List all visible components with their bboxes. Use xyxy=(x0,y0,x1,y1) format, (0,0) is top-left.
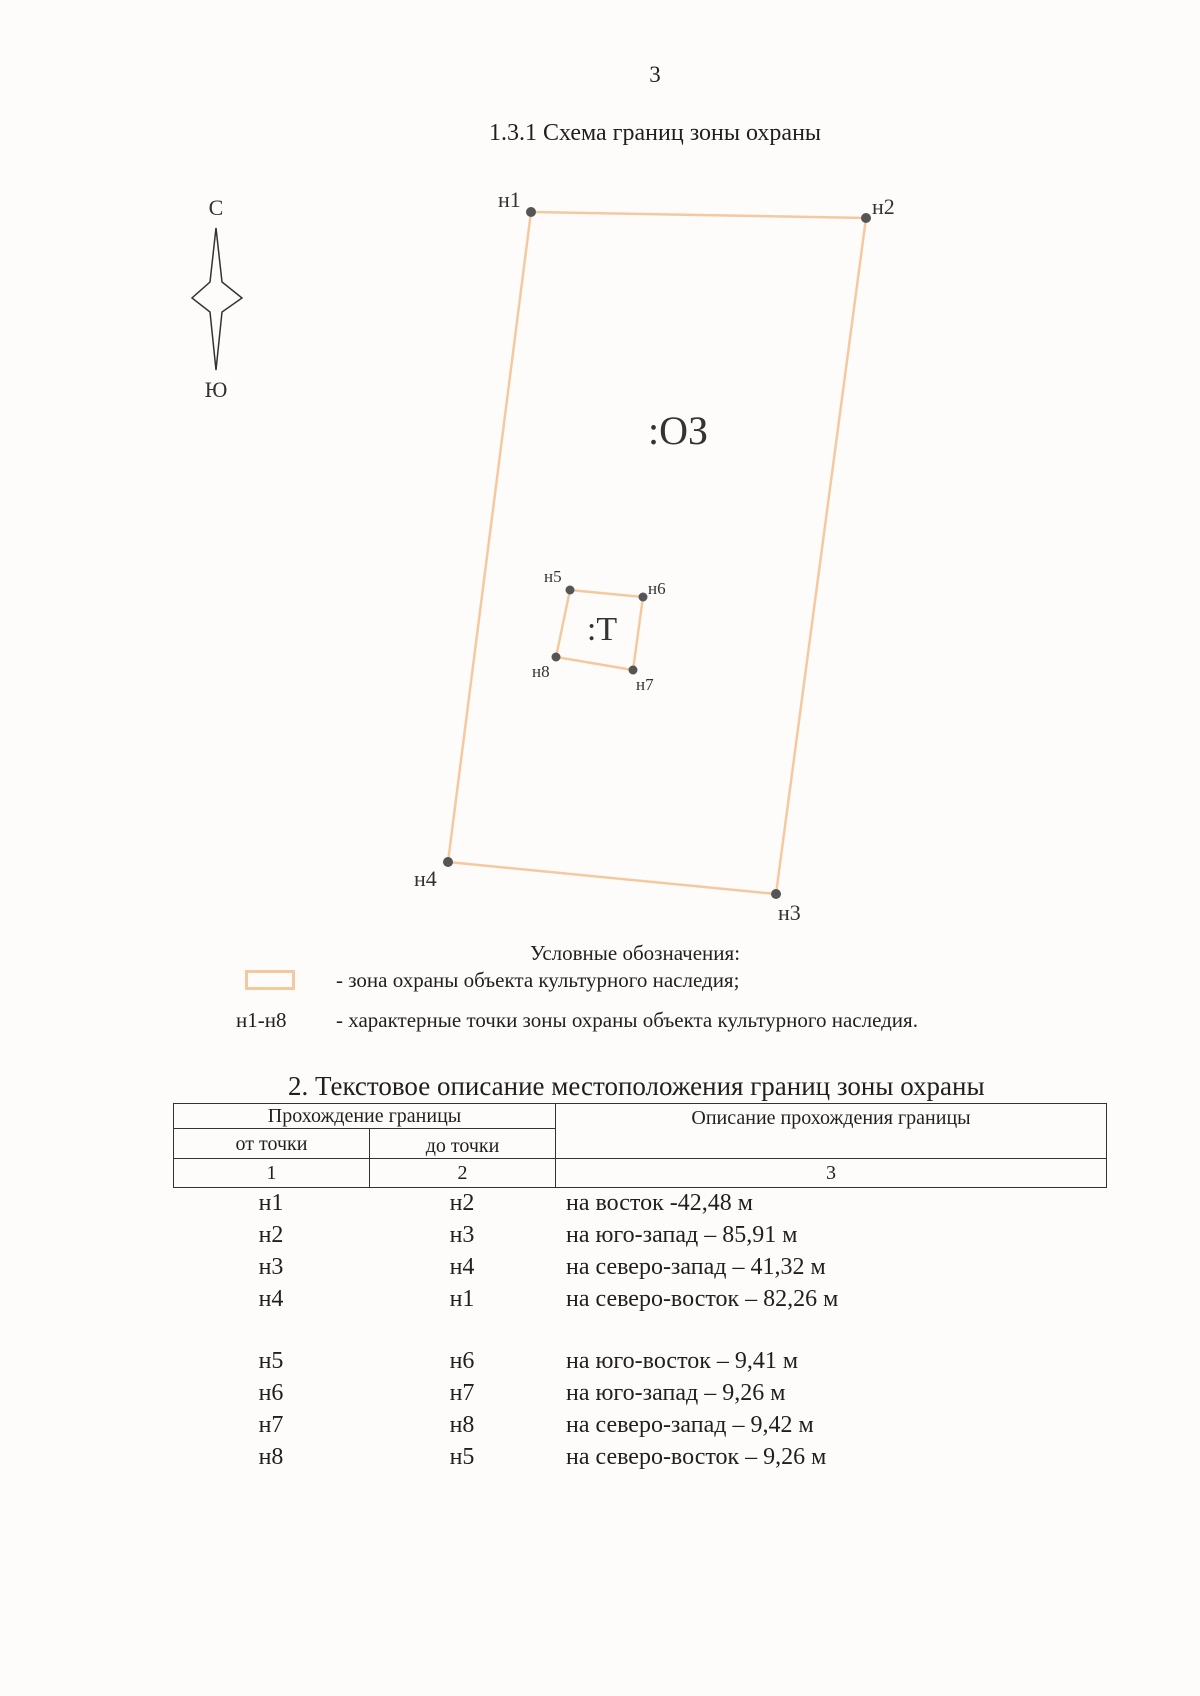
legend-points-text: - характерные точки зоны охраны объекта культурного наследия. xyxy=(336,1008,918,1032)
row-from: н5 xyxy=(258,1348,284,1374)
row-from: н1 xyxy=(258,1190,284,1216)
point-label-n5: н5 xyxy=(544,567,562,586)
table-row xyxy=(173,1190,1107,1222)
row-description: на юго-запад – 85,91 м xyxy=(566,1222,798,1248)
row-description: на северо-восток – 82,26 м xyxy=(566,1286,839,1312)
boundary-table-header xyxy=(173,1103,1107,1188)
compass-south-label: Ю xyxy=(204,377,228,402)
row-description: на восток -42,48 м xyxy=(566,1190,753,1216)
col-number-2: 2 xyxy=(370,1159,556,1188)
point-label-n1: н1 xyxy=(498,187,521,212)
point-n7 xyxy=(629,666,638,675)
row-from: н6 xyxy=(258,1380,284,1406)
row-from: н4 xyxy=(258,1286,284,1312)
compass-rose xyxy=(192,228,242,370)
point-n3 xyxy=(771,889,781,899)
row-gap xyxy=(173,1318,1107,1348)
row-from: н2 xyxy=(258,1222,284,1248)
row-description: на северо-запад – 9,42 м xyxy=(566,1412,814,1438)
row-to: н5 xyxy=(449,1444,475,1470)
row-description: на юго-запад – 9,26 м xyxy=(566,1380,786,1406)
point-n1 xyxy=(526,207,536,217)
boundary-rows xyxy=(173,1190,1107,1476)
point-label-n4: н4 xyxy=(414,866,437,891)
point-label-n6: н6 xyxy=(648,579,666,598)
row-to: н2 xyxy=(449,1190,475,1216)
header-from: от точки xyxy=(174,1129,370,1159)
point-n4 xyxy=(443,857,453,867)
table-row xyxy=(173,1348,1107,1380)
row-to: н6 xyxy=(449,1348,475,1374)
zone-label: :ОЗ xyxy=(647,408,709,453)
scheme-title: 1.3.1 Схема границ зоны охраны xyxy=(488,120,822,146)
row-to: н1 xyxy=(449,1286,475,1312)
row-to: н3 xyxy=(449,1222,475,1248)
point-label-n8: н8 xyxy=(532,662,550,681)
point-label-n7: н7 xyxy=(636,675,654,694)
header-to: до точки xyxy=(370,1129,556,1159)
row-to: н8 xyxy=(449,1412,475,1438)
row-description: на северо-запад – 41,32 м xyxy=(566,1254,826,1280)
row-description: на юго-восток – 9,41 м xyxy=(566,1348,799,1374)
page-number: 3 xyxy=(649,62,661,87)
territory-label: :Т xyxy=(586,611,618,648)
table-row xyxy=(173,1444,1107,1476)
table-row xyxy=(173,1380,1107,1412)
protection-zone-boundary xyxy=(448,212,866,894)
row-from: н7 xyxy=(258,1412,284,1438)
row-from: н8 xyxy=(258,1444,284,1470)
point-label-n2: н2 xyxy=(872,194,895,219)
header-group: Прохождение границы xyxy=(174,1104,556,1129)
col-number-1: 1 xyxy=(174,1159,370,1188)
compass-icon xyxy=(192,195,242,402)
point-label-n3: н3 xyxy=(778,900,801,925)
col-number-3: 3 xyxy=(556,1159,1107,1188)
table-row xyxy=(173,1222,1107,1254)
compass-north-label: С xyxy=(208,195,224,220)
point-n2 xyxy=(861,213,871,223)
legend-points-code: н1-н8 xyxy=(236,1008,287,1032)
point-n6 xyxy=(639,593,648,602)
header-description: Описание прохождения границы xyxy=(556,1104,1107,1159)
legend-zone-swatch xyxy=(245,970,295,990)
row-to: н7 xyxy=(449,1380,475,1406)
point-n8 xyxy=(552,653,561,662)
legend-title: Условные обозначения: xyxy=(530,941,741,965)
table-row xyxy=(173,1254,1107,1286)
row-from: н3 xyxy=(258,1254,284,1280)
table-row xyxy=(173,1286,1107,1318)
point-n5 xyxy=(566,586,575,595)
section-title: 2. Текстовое описание местоположения границ зоны охраны xyxy=(288,1071,985,1101)
row-to: н4 xyxy=(449,1254,475,1280)
legend-zone-text: - зона охраны объекта культурного наследия; xyxy=(336,968,740,992)
table-row xyxy=(173,1412,1107,1444)
row-description: на северо-восток – 9,26 м xyxy=(566,1444,827,1470)
